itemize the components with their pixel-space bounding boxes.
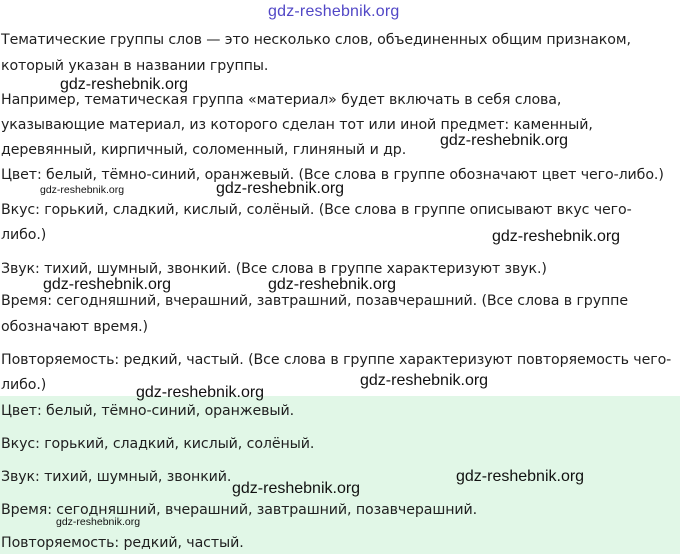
paragraph-line: либо.) xyxy=(1,377,47,393)
watermark: gdz-reshebnik.org xyxy=(40,184,125,196)
answer-line: Повторяемость: редкий, частый. xyxy=(1,535,244,551)
paragraph-line: Цвет: белый, тёмно-синий, оранжевый. (Все слова в группе обозначают цвет чего-либо.) xyxy=(1,167,664,183)
watermark: gdz-reshebnik.org xyxy=(136,384,265,401)
watermark: gdz-reshebnik.org xyxy=(268,3,400,20)
paragraph-line: Вкус: горький, сладкий, кислый, солёный. (Все слова в группе описывают вкус чего- xyxy=(1,202,632,218)
paragraph-line: обозначают время.) xyxy=(1,319,148,335)
answer-line: Время: сегодняшний, вчерашний, завтрашний, позавчерашний. xyxy=(1,502,478,518)
watermark: gdz-reshebnik.org xyxy=(456,468,585,485)
watermark: gdz-reshebnik.org xyxy=(60,76,189,93)
watermark: gdz-reshebnik.org xyxy=(492,228,621,245)
answer-line: Звук: тихий, шумный, звонкий. xyxy=(1,469,232,485)
paragraph-line: указывающие материал, из которого сделан тот или иной предмет: каменный, xyxy=(1,117,593,133)
answer-line: Вкус: горький, сладкий, кислый, солёный. xyxy=(1,436,315,452)
watermark: gdz-reshebnik.org xyxy=(56,516,141,528)
watermark: gdz-reshebnik.org xyxy=(360,372,489,389)
paragraph-line: Например, тематическая группа «материал» будет включать в себя слова, xyxy=(1,92,562,108)
watermark: gdz-reshebnik.org xyxy=(232,480,361,497)
paragraph-line: который указан в названии группы. xyxy=(1,58,269,74)
paragraph-line: Тематические группы слов — это несколько слов, объединенных общим признаком, xyxy=(1,32,631,48)
paragraph-line: Время: сегодняшний, вчерашний, завтрашний, позавчерашний. (Все слова в группе xyxy=(1,293,628,309)
watermark: gdz-reshebnik.org xyxy=(216,180,345,197)
paragraph-line: Повторяемость: редкий, частый. (Все слова в группе характеризуют повторяемость чего- xyxy=(1,352,672,368)
paragraph-line: либо.) xyxy=(1,227,47,243)
watermark: gdz-reshebnik.org xyxy=(440,132,569,149)
answer-line: Цвет: белый, тёмно-синий, оранжевый. xyxy=(1,403,295,419)
paragraph-line: деревянный, кирпичный, соломенный, глиняный и др. xyxy=(1,142,407,158)
paragraph-line: Звук: тихий, шумный, звонкий. (Все слова в группе характеризуют звук.) xyxy=(1,261,547,277)
watermark: gdz-reshebnik.org xyxy=(268,276,397,293)
watermark: gdz-reshebnik.org xyxy=(43,276,172,293)
